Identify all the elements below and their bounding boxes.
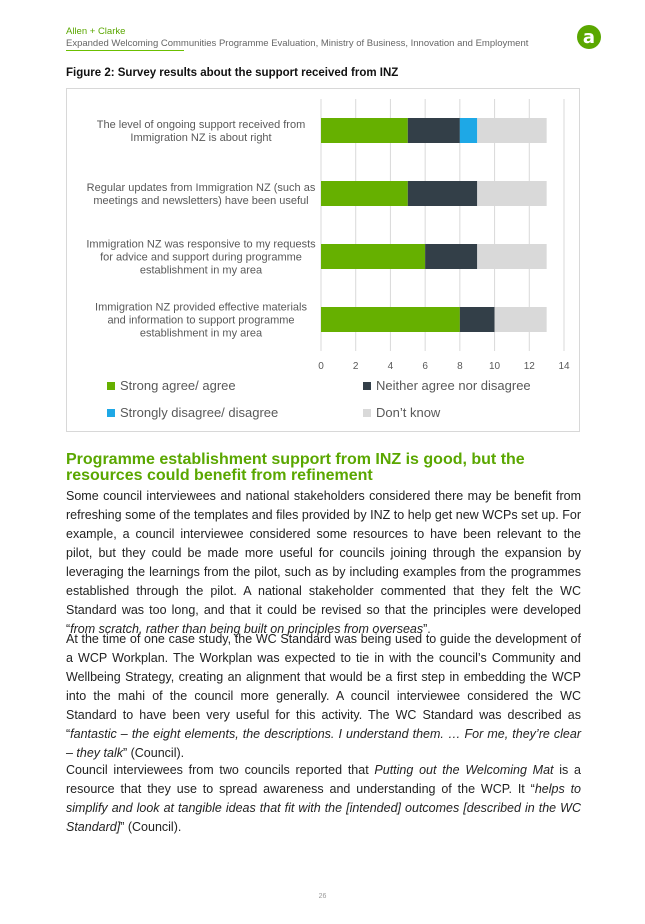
bar-segment [408, 181, 477, 206]
x-tick-label: 4 [387, 361, 394, 372]
header-report-title: Expanded Welcoming Communities Programme Evaluation, Ministry of Business, Innovation and Employment [66, 38, 529, 49]
category-label: establishment in my area [139, 264, 263, 277]
figure-title: Figure 2: Survey results about the support received from INZ [66, 67, 399, 79]
category-label: and information to support programme [107, 314, 295, 327]
header-org: Allen + Clarke [66, 26, 126, 37]
paragraph-3-resource-title: Putting out the Welcoming Mat [374, 763, 554, 777]
bar-segment [321, 244, 425, 269]
svg-text:a: a [582, 27, 596, 48]
bar-segment [321, 118, 408, 143]
bar-segment [321, 307, 460, 332]
category-label: Immigration NZ is about right [130, 132, 272, 144]
page-number: 26 [318, 893, 327, 900]
legend-label: Neither agree nor disagree [376, 378, 531, 393]
legend-swatch [107, 382, 115, 390]
category-label: establishment in my area [139, 327, 263, 340]
paragraph-1-quote: from scratch, rather than being built on principles from overseas [70, 622, 424, 636]
bar-segment [477, 181, 546, 206]
survey-chart [66, 88, 580, 432]
bar-segment [495, 307, 547, 332]
chart-svg [67, 89, 579, 431]
paragraph-2 [66, 630, 581, 763]
bar-segment [460, 307, 495, 332]
legend-swatch [363, 409, 371, 417]
paragraph-2-text: At the time of one case study, the WC Standard was being used to guide the development of a WCP Workplan. The Workplan was expected to tie in with the council’s Community and Wellbeing Strategy, creating an alignment that would be a first step in embedding the WCP into the mahi of the council more generally. A council interviewee considered the WC Standard to have been very useful for this activity. The WC Standard was described as “ [66, 632, 581, 741]
bar-segment [425, 244, 477, 269]
paragraph-3-middle: is a resource that they use to spread awareness and understanding of the WCP. It “ [66, 763, 581, 796]
header-rule [66, 50, 184, 51]
category-label: meetings and newsletters) have been useful [93, 195, 309, 207]
x-tick-label: 12 [523, 361, 535, 372]
paragraph-1-text: Some council interviewees and national stakeholders considered there may be benefit from refreshing some of the templates and files provided by INZ to help get new WCPs set up. For example, a council interviewee considered some resources to have been relevant to the pilot, but they could be made more useful for councils joining through the expansion by leveraging the learnings from the pilot, such as by including examples from the programmes established through the pilot. A national stakeholder commented that they felt the WC Standard was too long, and that it could be revised so that the principles were developed “ [66, 489, 581, 636]
paragraph-2-end: ” (Council). [122, 746, 185, 760]
bar-segment [477, 118, 546, 143]
x-tick-label: 6 [422, 361, 428, 372]
category-label: Regular updates from Immigration NZ (such as [86, 182, 316, 194]
category-label: Immigration NZ provided effective materials [95, 301, 307, 314]
category-label: for advice and support during programme [100, 251, 302, 264]
x-tick-label: 8 [457, 361, 463, 372]
paragraph-1 [66, 487, 581, 639]
legend-label: Don’t know [376, 405, 441, 420]
legend-swatch [107, 409, 115, 417]
paragraph-3-end: ” (Council). [120, 820, 182, 834]
category-label: The level of ongoing support received from [96, 119, 306, 131]
x-tick-label: 2 [352, 361, 359, 372]
section-heading: Programme establishment support from INZ is good, but the resources could benefit from refinement [66, 451, 525, 484]
bar-segment [477, 244, 546, 269]
x-tick-label: 10 [489, 361, 501, 372]
paragraph-3-quote: helps to simplify and look at tangible ideas that fit with the [intended] outcomes [described in the WC Standard] [66, 782, 581, 834]
legend-swatch [363, 382, 371, 390]
bar-segment [408, 118, 460, 143]
paragraph-2-quote: fantastic – the eight elements, the descriptions. I understand them. … For me, they’re clear – they talk [66, 727, 581, 760]
bar-segment [460, 118, 477, 143]
paragraph-1-end: ”. [423, 622, 431, 636]
legend-label: Strongly disagree/ disagree [120, 405, 279, 420]
page-header [66, 26, 536, 50]
paragraph-3 [66, 761, 581, 837]
allen-clarke-logo-icon [576, 24, 602, 50]
x-tick-label: 14 [558, 361, 570, 372]
paragraph-3-text: Council interviewees from two councils reported that [66, 763, 375, 777]
category-label: Immigration NZ was responsive to my requests [86, 238, 316, 251]
legend-label: Strong agree/ agree [120, 378, 236, 393]
x-tick-label: 0 [318, 361, 324, 372]
bar-segment [321, 181, 408, 206]
